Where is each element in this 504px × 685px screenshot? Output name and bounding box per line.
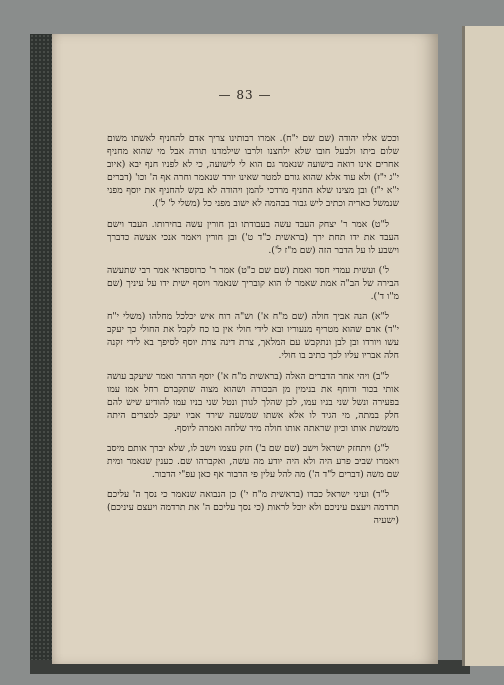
paragraph: ל"א) הנה אביך חולה (שם מ"ח א') וש"ה רוח איש יכלכל מחלהו (משלי י"ח י"ד) אדם שהוא מטריף מנעוריו ובא לידי חולי אין בו כח לקבל את החולי כך יעקב עשו ויורדו ובן לבן ונתקבש עם המלאך, צרת דינה צרת יוסף לסיפך בא לידי זקנה חלה אבריו עליו לכך כתיב בו חולי. (107, 311, 399, 362)
paragraph: ל"ג) ויתחזק ישראל וישב (שם שם ב') חזק עצמו וישב לו, שלא יברך אותם מיסב ויאמרו שביב פרע היה ולא היה יודע מה עשה, ואקברהו שם. כענין שנאמר ומית שם משה (דברים ל"ד ה') מה להל עלין פי הדבור אף כאן עפ"י הדבור. (107, 442, 399, 481)
paragraph: ל') ועשית עמדי חסד ואמת (שם שם כ"ט) אמר ר' כרוספדאי אמר רבי שתעשה הבירה של הב"ה אמת שאמר לו הוא קובריך שנאמר ויוסף ישית ידו על עיניך (שם מ"ו ד'). (107, 264, 399, 303)
book-page (52, 34, 438, 664)
paragraph: ל"ט) אמר ר' יצחק העבד עשה בעבודתו ובן חורין עשה בחירותו. העבד וישם העבד את ידו תחת ירך (בראשית כ"ד ט') ובן חורין ויאמר אנכי אעשה כדברך וישבע לו על הדבר הזה (שם מ"ז ל'). (107, 218, 399, 256)
paragraph: ל"ב) ויהי אחר הדברים האלה (בראשית מ"ח א') יוסף הרהר ואמר שיעקב עושה אותי בכור ודוחף את בנימין מן הבכורה ושהוא מצוה שתקברם רחל אמו עמו בפעירה ונשל שני בניו עמו, לכן שהלך לגורן ונטל שני בניו עמו להודיע שיש להם חלק במתה, מי הגיד לו אלא אשתו שמשעה שירד אביו יעקב למצרים היתה משמשת אותו וכיון שראתה אותו חולה מיד שלחה ואמרה ליוסף. (107, 370, 399, 434)
facing-page-edge (462, 26, 504, 666)
page-body (107, 132, 399, 652)
paragraph: ל"ד) ועיני ישראל כבדו (בראשית מ"ח י') כן הנבואה שנאמר כי נסך ה' עליכם תרדמה ויעצם עיניכם ולא יוכל לראות (כי נסך עליכם ה' את תרדמה ויעצם עיניכם) (ישעיה (107, 489, 399, 527)
page-number: — 83 — (218, 88, 272, 102)
paragraph: וככש אליו יהודה (שם שם י"ח). אמרו רבותינו צריך אדם להחניף לאשתו משום שלום ביתו ולבעל חובו שלא ילחצנו ולרבו שילמדנו תורה אבל מי שהוא מחניף אחרים אינו רואה בישועה שנאמר גם הוא לי לישועה, כי לא לפניו חנף יבא (איוב י"ג י"ז) ולא עוד אלא שהוא גורם למטר שאינו יורד שנאמר וחרה אף ה' וכו' (דברים י"א י"ז) ובן מצינו שלא החניף מרדכי להמן ויהודה לא בקש להחניף את יוסף מפני שנמשל כאריה וכתיב ליש גבור בבהמה לא ישוב מפני כל (משלי ל' ל'). (107, 133, 399, 210)
